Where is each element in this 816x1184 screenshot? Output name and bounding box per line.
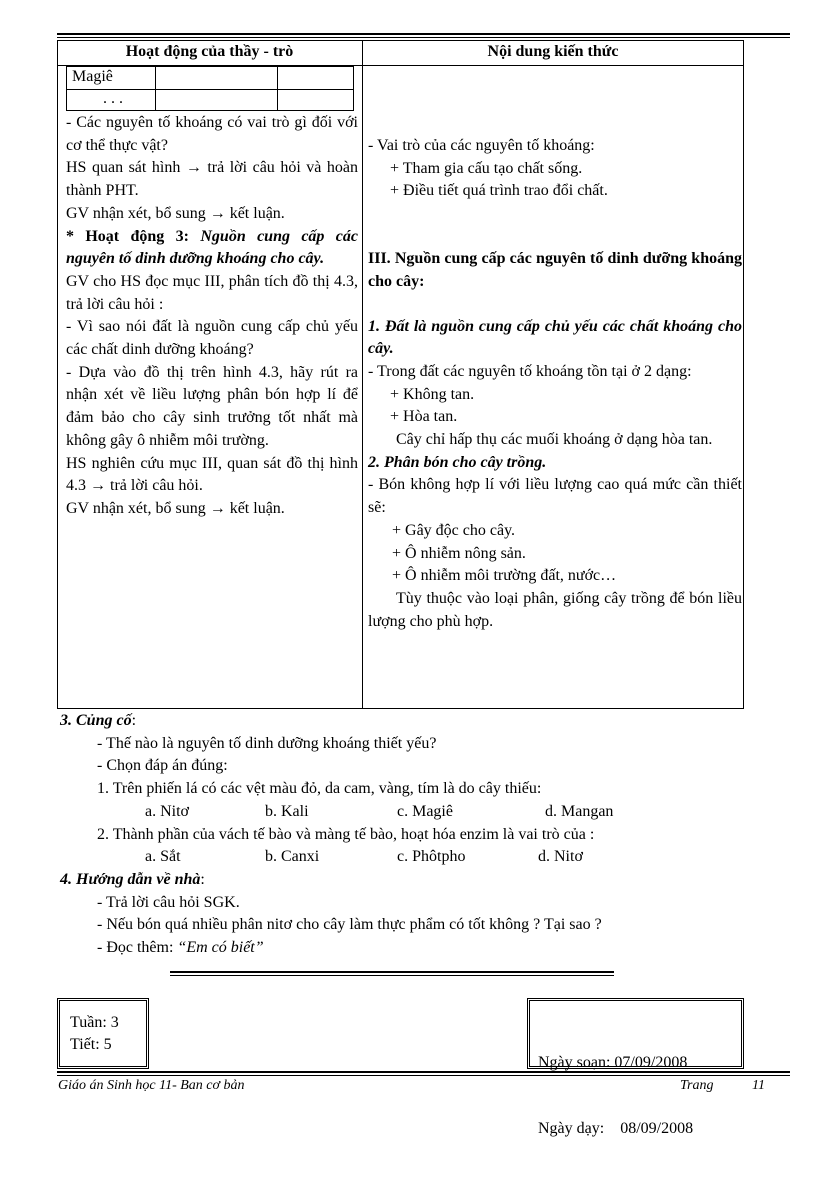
cungco-q3: 1. Trên phiến lá có các vệt màu đỏ, da cam, vàng, tím là do cây thiếu: xyxy=(97,780,542,798)
footer-grade: 11 xyxy=(159,1078,173,1093)
top-rule-thin xyxy=(57,37,790,38)
q3-option-b: b. Kali xyxy=(265,802,309,820)
footer-rule xyxy=(57,1071,790,1073)
mini-cell-magie: Magiê xyxy=(72,68,113,85)
header-right: Nội dung kiến thức xyxy=(487,43,619,60)
separator-line xyxy=(170,971,614,973)
left-p8: GV nhận xét, bổ sung → kết luận. xyxy=(66,499,285,517)
mini-table xyxy=(66,66,354,111)
header-left: Hoạt động của thầy - trò xyxy=(125,43,294,60)
left-p1: - Các nguyên tố khoáng có vai trò gì đối với cơ thể thực vật? xyxy=(66,114,358,154)
right-r3: + Điều tiết quá trình trao đổi chất. xyxy=(390,182,608,200)
q4-option-c: c. Phôtpho xyxy=(397,848,466,866)
cungco-q4: 2. Thành phần của vách tế bào và màng tế bào, hoạt hóa enzim là vai trò của : xyxy=(97,825,595,843)
huongdan-h2: - Nếu bón quá nhiều phân nitơ cho cây làm thực phẩm có tốt không ? Tại sao ? xyxy=(97,916,602,934)
right-r1: - Vai trò của các nguyên tố khoáng: xyxy=(368,137,595,154)
q3-option-c: c. Magiê xyxy=(397,802,453,820)
activity-3-prefix: * Hoạt động 3 xyxy=(66,227,184,245)
left-p4: GV cho HS đọc mục III, phân tích đồ thị 4.3, trả lời câu hỏi : xyxy=(66,272,358,313)
week-label: Tuần: 3 xyxy=(70,1014,119,1031)
q3-option-a: a. Nitơ xyxy=(145,802,190,820)
right-r14: + Ô nhiễm môi trường đất, nước… xyxy=(392,567,617,585)
footer-left-suffix: - Ban cơ bản xyxy=(172,1078,245,1093)
huongdan-title: 4. Hướng dẫn về nhà xyxy=(60,870,201,888)
q4-option-d: d. Nitơ xyxy=(538,848,583,866)
footer-left xyxy=(58,1078,244,1094)
footer-rule-thin xyxy=(57,1075,790,1076)
right-r15: Tùy thuộc vào loại phân, giống cây trồng để bón liều lượng cho phù hợp. xyxy=(368,589,742,630)
cungco-title: 3. Củng cố xyxy=(60,712,132,729)
right-column xyxy=(368,135,742,633)
q3-option-d: d. Mangan xyxy=(545,802,614,820)
right-r6: - Trong đất các nguyên tố khoáng tồn tại ở 2 dạng: xyxy=(368,362,692,380)
top-rule xyxy=(57,33,790,35)
week-box xyxy=(57,998,149,1069)
left-p2: HS quan sát hình → trả lời câu hỏi và hoàn thành PHT. xyxy=(66,159,358,200)
period-label: Tiết: 5 xyxy=(70,1036,112,1053)
right-r2: + Tham gia cấu tạo chất sống. xyxy=(390,159,583,177)
activity-3-title: Nguồn cung cấp các nguyên tố dinh dưỡng khoáng cho cây. xyxy=(66,227,358,268)
right-r9: Cây chỉ hấp thụ các muối khoáng ở dạng hòa tan. xyxy=(396,431,713,449)
section-iii-heading: III. Nguồn cung cấp các nguyên tố dinh dưỡng khoáng cho cây: xyxy=(368,250,742,290)
q4-option-b: b. Canxi xyxy=(265,848,320,866)
left-p5: - Vì sao nói đất là nguồn cung cấp chủ yếu các chất dinh dưỡng khoáng? xyxy=(66,318,358,359)
prepared-date: Ngày soạn: 07/09/2008 xyxy=(538,1054,688,1071)
huongdan-h3-prefix: - Đọc thêm: xyxy=(97,939,178,956)
left-p6: - Dựa vào đồ thị trên hình 4.3, hãy rút ra nhận xét về liều lượng phân bón hợp lí để đảm bảo cho cây sinh trưởng tốt nhất mà không gây ô nhiễm môi trường. xyxy=(66,363,358,449)
footer-page-number: 11 xyxy=(752,1078,765,1093)
right-r7: + Không tan. xyxy=(390,385,475,403)
table-column-divider xyxy=(362,40,363,709)
left-p3: GV nhận xét, bổ sung → kết luận. xyxy=(66,204,285,222)
cungco-section: 3. Củng cố: - Thế nào là nguyên tố dinh dưỡng khoáng thiết yếu? - Chọn đáp án đúng: 1. Trên phiến lá có các vệt màu đỏ, da cam, vàng, tím là do cây thiếu: a. Nitơ b. Kali c. Magiê d. Mangan 2. Thành phần của vách tế bào và màng tế bào, hoạt hóa enzim là vai trò của : a. Sắt b. Canxi c. Phôtpho d. Nitơ 4. Hướng dẫn về nhà: - Trả lời câu hỏi SGK. - Nếu bón quá nhiều phân nitơ cho cây làm thực phẩm có tốt không ? Tại sao ? - Đọc thêm: “Em có biết” xyxy=(60,710,750,960)
footer-page-label: Trang xyxy=(680,1078,714,1093)
q4-options xyxy=(60,846,750,869)
activity-3: * Hoạt động 3: Nguồn cung cấp các nguyên tố dinh dưỡng khoáng cho cây. xyxy=(66,227,358,268)
right-r8: + Hòa tan. xyxy=(390,408,458,426)
right-r13: + Ô nhiễm nông sản. xyxy=(392,544,526,562)
left-column xyxy=(66,112,358,521)
right-r12: + Gây độc cho cây. xyxy=(392,521,516,539)
q4-option-a: a. Sắt xyxy=(145,848,181,866)
left-p7: HS nghiên cứu mục III, quan sát đồ thị hình 4.3 → trả lời câu hỏi. xyxy=(66,454,358,495)
subsection-1-heading: 1. Đất là nguồn cung cấp chủ yếu các chất khoáng cho cây. xyxy=(368,317,742,358)
subsection-2-heading: 2. Phân bón cho cây trồng. xyxy=(368,453,547,471)
huongdan-h1: - Trả lời câu hỏi SGK. xyxy=(97,893,240,911)
teaching-date: Ngày dạy: 08/09/2008 xyxy=(538,1120,694,1137)
huongdan-h3 xyxy=(60,937,750,960)
right-r11: - Bón không hợp lí với liều lượng cao quá mức cần thiết sẽ: xyxy=(368,476,742,517)
mini-cell-ellipsis: . . . xyxy=(103,90,123,107)
huongdan-h3-quote: “Em có biết” xyxy=(177,939,264,956)
footer-left-prefix: Giáo án Sinh học xyxy=(58,1078,160,1093)
q3-options xyxy=(60,801,750,824)
cungco-q1: - Thế nào là nguyên tố dinh dưỡng khoáng thiết yếu? xyxy=(97,734,437,752)
cungco-q2: - Chọn đáp án đúng: xyxy=(97,757,228,775)
separator-line-thin xyxy=(170,975,614,976)
